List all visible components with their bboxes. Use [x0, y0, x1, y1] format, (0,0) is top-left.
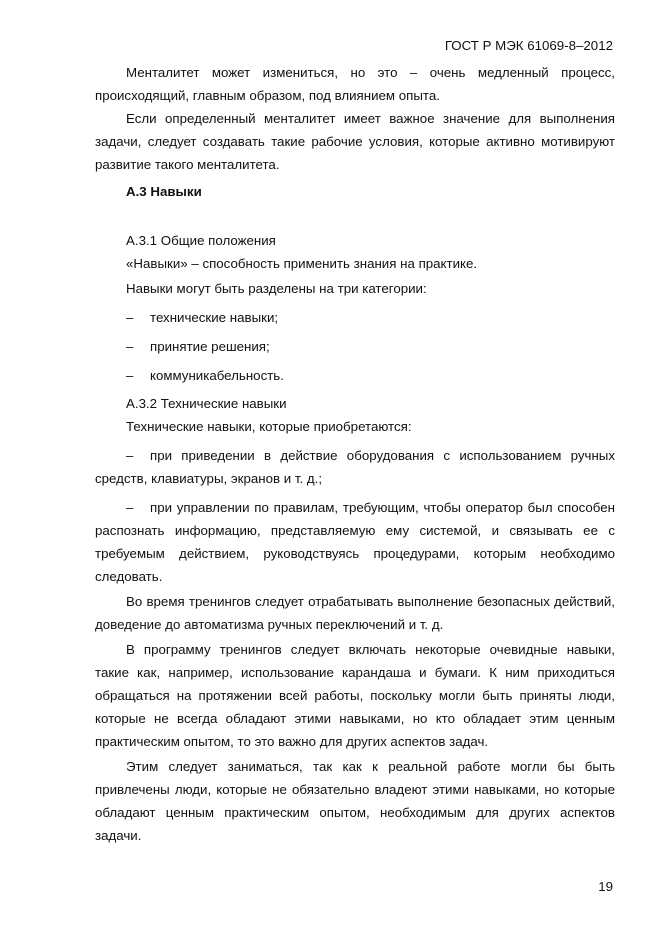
section-heading-a3: А.3 Навыки — [126, 184, 202, 199]
paragraph-practical-experience: Этим следует заниматься, так как к реальной работе могли бы быть привлечены люди, которые не обязательно владеют этими навыками, но которые обладают ценным практическим опытом, необходимым для других аспектов задачи. — [95, 759, 615, 843]
page-number: 19 — [598, 879, 613, 894]
technical-skills-intro: Технические навыки, которые приобретаются: — [126, 419, 412, 434]
section-heading-a32: А.3.2 Технические навыки — [126, 396, 287, 411]
list-item: – при приведении в действие оборудования с использованием ручных средств, клавиатуры, экранов и т. д.; — [95, 448, 615, 486]
list-item: – при управлении по правилам, требующим, чтобы оператор был способен распознать информацию, представляемую ему системой, и связывать ее с требуемым действием, руководствуясь процедурами, которым необходимо следовать. — [95, 500, 615, 584]
list-item: – технические навыки; — [126, 310, 279, 325]
paragraph-training-safety: Во время тренингов следует отрабатывать выполнение безопасных действий, доведение до автоматизма ручных переключений и т. д. — [95, 594, 615, 632]
list-item: – коммуникабельность. — [126, 368, 284, 383]
paragraph-training-basic-skills: В программу тренингов следует включать некоторые очевидные навыки, такие как, например, использование карандаша и бумаги. К ним приходиться обращаться на протяжении всей работы, поскольку могли быть приняты люди, которые не всегда обладают этими навыками, но кто обладает этим ценным практическим опытом, то это важно для других аспектов задач. — [95, 642, 615, 749]
paragraph-mentality-conditions: Если определенный менталитет имеет важное значение для выполнения задачи, следует создавать такие рабочие условия, которые активно мотивируют развитие такого менталитета. — [95, 111, 615, 172]
skills-categories-intro: Навыки могут быть разделены на три категории: — [126, 281, 427, 296]
body-text — [95, 61, 615, 847]
standard-header: ГОСТ Р МЭК 61069-8–2012 — [444, 38, 613, 53]
paragraph-mentality-change: Менталитет может измениться, но это – очень медленный процесс, происходящий, главным образом, под влиянием опыта. — [95, 65, 615, 103]
definition-skills: «Навыки» – способность применить знания на практике. — [126, 256, 478, 271]
list-item: – принятие решения; — [126, 339, 270, 354]
section-heading-a31: А.3.1 Общие положения — [126, 233, 276, 248]
